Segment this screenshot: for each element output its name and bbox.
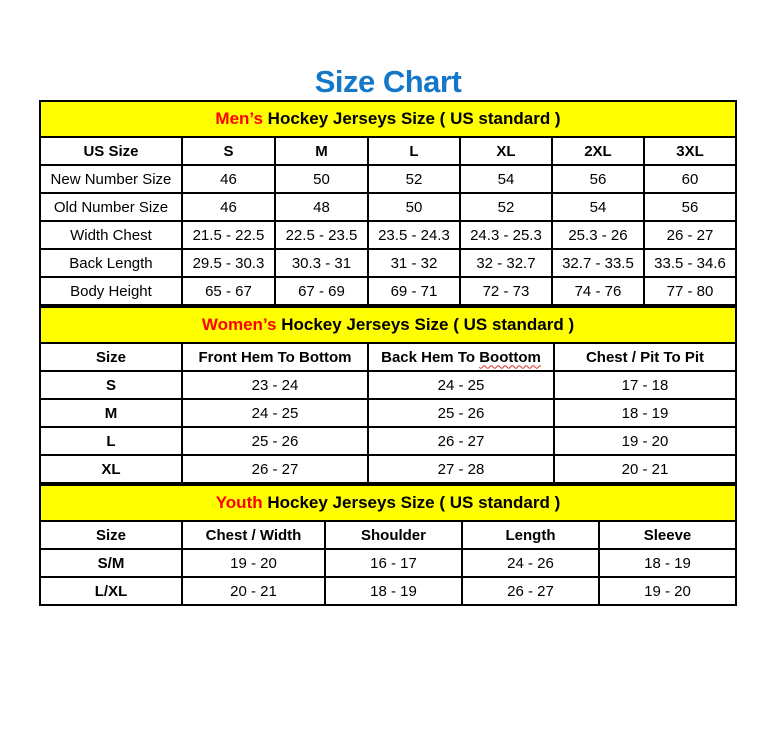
- cell: 24 - 25: [182, 399, 368, 427]
- column-header: 2XL: [552, 137, 644, 165]
- cell: 67 - 69: [275, 277, 368, 305]
- cell: 30.3 - 31: [275, 249, 368, 277]
- cell: 56: [552, 165, 644, 193]
- cell: 72 - 73: [460, 277, 552, 305]
- youth-section-highlight: Youth: [215, 493, 263, 512]
- womens-section-title-text: Hockey Jerseys Size ( US standard ): [276, 315, 575, 334]
- cell: 20 - 21: [182, 577, 325, 605]
- cell: 32 - 32.7: [460, 249, 552, 277]
- row-label: XL: [40, 455, 182, 483]
- table-header-row: [40, 137, 736, 165]
- cell: 18 - 19: [554, 399, 736, 427]
- youth-section-title-text: Hockey Jerseys Size ( US standard ): [262, 493, 561, 512]
- youth-section-header: [40, 485, 736, 521]
- column-header: Chest / Width: [182, 521, 325, 549]
- column-header: Size: [40, 521, 182, 549]
- table-row: [40, 371, 736, 399]
- mens-section-band-row: [40, 101, 736, 137]
- table-row: [40, 193, 736, 221]
- table-header-row: [40, 521, 736, 549]
- row-label: L: [40, 427, 182, 455]
- table-header-row: [40, 343, 736, 371]
- cell: 18 - 19: [599, 549, 736, 577]
- cell: 48: [275, 193, 368, 221]
- cell: 22.5 - 23.5: [275, 221, 368, 249]
- cell: 46: [182, 193, 275, 221]
- page-title: Size Chart: [314, 64, 462, 99]
- column-header: S: [182, 137, 275, 165]
- column-header: Length: [462, 521, 599, 549]
- cell: 74 - 76: [552, 277, 644, 305]
- cell: 52: [368, 165, 460, 193]
- cell: 31 - 32: [368, 249, 460, 277]
- cell: 29.5 - 30.3: [182, 249, 275, 277]
- cell: 56: [644, 193, 736, 221]
- cell: 26 - 27: [644, 221, 736, 249]
- table-row: [40, 277, 736, 305]
- size-chart-page: [0, 64, 776, 756]
- table-row: [40, 577, 736, 605]
- column-header: Size: [40, 343, 182, 371]
- column-header: L: [368, 137, 460, 165]
- column-header: US Size: [40, 137, 182, 165]
- column-header: Front Hem To Bottom: [182, 343, 368, 371]
- mens-section-title-text: Hockey Jerseys Size ( US standard ): [262, 109, 561, 128]
- cell: 27 - 28: [368, 455, 554, 483]
- column-header: 3XL: [644, 137, 736, 165]
- cell: 25 - 26: [368, 399, 554, 427]
- cell: 50: [368, 193, 460, 221]
- spellcheck-squiggle-word: Boottom: [479, 348, 541, 366]
- table-row: [40, 455, 736, 483]
- cell: 65 - 67: [182, 277, 275, 305]
- cell: 77 - 80: [644, 277, 736, 305]
- row-label: New Number Size: [40, 165, 182, 193]
- column-header-misspelled: [368, 343, 554, 371]
- cell: 23.5 - 24.3: [368, 221, 460, 249]
- cell: 18 - 19: [325, 577, 462, 605]
- cell: 26 - 27: [182, 455, 368, 483]
- cell: 32.7 - 33.5: [552, 249, 644, 277]
- column-header: XL: [460, 137, 552, 165]
- cell: 17 - 18: [554, 371, 736, 399]
- youth-size-table: [39, 484, 737, 606]
- table-row: [40, 399, 736, 427]
- cell: 54: [460, 165, 552, 193]
- womens-section-header: [40, 307, 736, 343]
- cell: 16 - 17: [325, 549, 462, 577]
- cell: 26 - 27: [462, 577, 599, 605]
- cell: 50: [275, 165, 368, 193]
- cell: 52: [460, 193, 552, 221]
- column-header: Chest / Pit To Pit: [554, 343, 736, 371]
- mens-section-highlight: Men’s: [215, 109, 263, 128]
- cell: 25.3 - 26: [552, 221, 644, 249]
- row-label: Body Height: [40, 277, 182, 305]
- cell: 19 - 20: [182, 549, 325, 577]
- row-label: Back Length: [40, 249, 182, 277]
- table-row: [40, 165, 736, 193]
- column-header: M: [275, 137, 368, 165]
- cell: 20 - 21: [554, 455, 736, 483]
- cell: 24.3 - 25.3: [460, 221, 552, 249]
- cell: 26 - 27: [368, 427, 554, 455]
- youth-section-band-row: [40, 485, 736, 521]
- cell: 33.5 - 34.6: [644, 249, 736, 277]
- column-header: Sleeve: [599, 521, 736, 549]
- table-row: [40, 427, 736, 455]
- cell: 23 - 24: [182, 371, 368, 399]
- cell: 24 - 25: [368, 371, 554, 399]
- cell: 19 - 20: [554, 427, 736, 455]
- mens-section-header: [40, 101, 736, 137]
- cell: 60: [644, 165, 736, 193]
- cell: 69 - 71: [368, 277, 460, 305]
- table-row: [40, 549, 736, 577]
- row-label: S/M: [40, 549, 182, 577]
- row-label: S: [40, 371, 182, 399]
- row-label: Width Chest: [40, 221, 182, 249]
- row-label: M: [40, 399, 182, 427]
- cell: 25 - 26: [182, 427, 368, 455]
- cell: 21.5 - 22.5: [182, 221, 275, 249]
- column-header: Shoulder: [325, 521, 462, 549]
- column-header-prefix: Back Hem To: [381, 348, 480, 366]
- womens-section-highlight: Women’s: [201, 315, 277, 334]
- womens-section-band-row: [40, 307, 736, 343]
- mens-size-table: [39, 100, 737, 306]
- cell: 54: [552, 193, 644, 221]
- table-row: [40, 249, 736, 277]
- row-label: L/XL: [40, 577, 182, 605]
- cell: 46: [182, 165, 275, 193]
- table-row: [40, 221, 736, 249]
- womens-size-table: [39, 306, 737, 484]
- cell: 19 - 20: [599, 577, 736, 605]
- cell: 24 - 26: [462, 549, 599, 577]
- row-label: Old Number Size: [40, 193, 182, 221]
